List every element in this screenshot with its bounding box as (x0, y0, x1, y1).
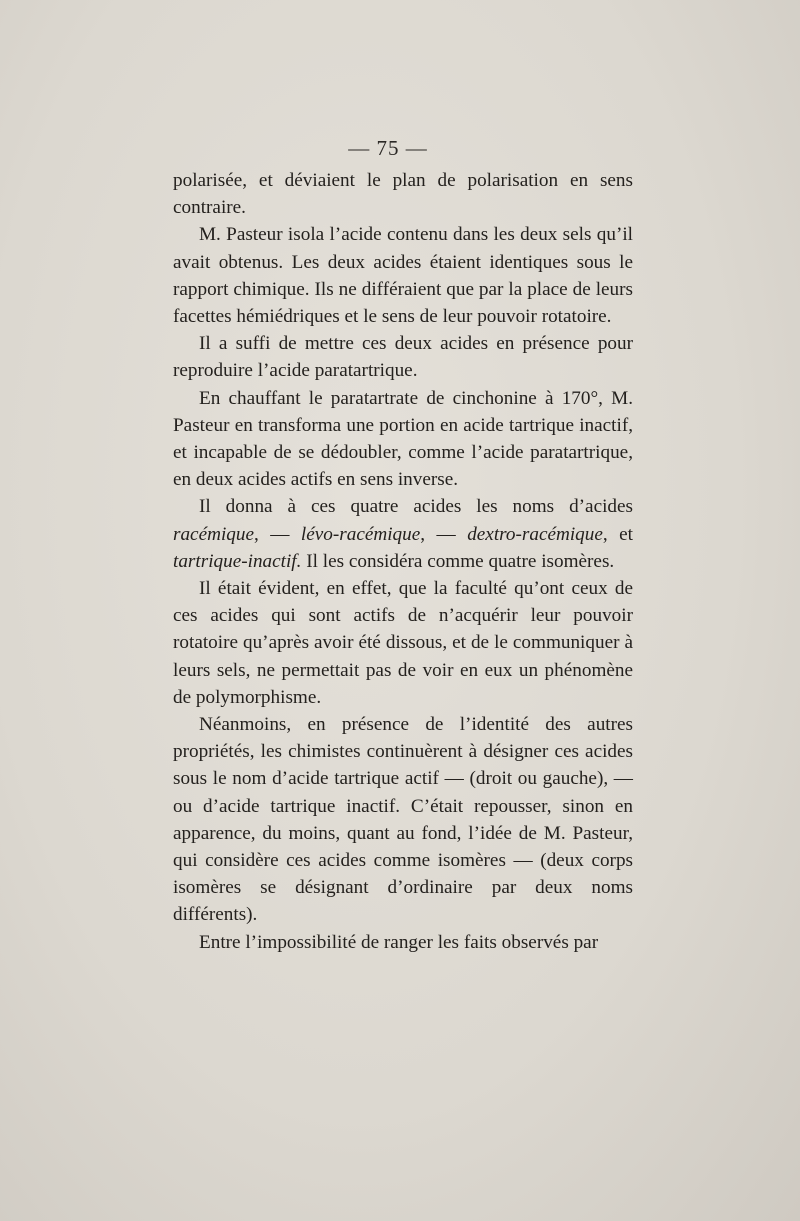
paragraph (173, 711, 633, 929)
paragraph (173, 221, 633, 330)
text-run: M. Pasteur isola l’acide contenu dans les deux sels qu’il avait obtenus. Les deux acides étaient identiques sous le rapport chimique. Ils ne différaient que par la place de leurs facettes hémiédriques et le sens de leur pouvoir rotatoire. (173, 224, 633, 328)
italic-text-run: dextro-racémique (467, 523, 603, 545)
text-run: Il donna à ces quatre acides les noms d’acides (199, 496, 633, 518)
paragraph (173, 929, 633, 956)
paragraph (173, 493, 633, 575)
text-run: Entre l’impossibilité de ranger les faits observés par (199, 931, 599, 953)
paragraph (173, 575, 633, 711)
paragraph (173, 167, 633, 221)
italic-text-run: lévo-racémique (300, 523, 421, 545)
text-run: Il a suffi de mettre ces deux acides en présence pour reproduire l’acide paratartrique. (173, 333, 633, 382)
text-run: En chauffant le paratartrate de cinchonine à 170°, M. Pasteur en transforma une portion en acide tartrique inactif, et incapable de se dédoubler, comme l’acide paratartrique, en deux acides actifs en sens inverse. (173, 387, 633, 491)
text-run: Néanmoins, en présence de l’identité des autres propriétés, les chimistes continuèrent à désigner ces acides sous le nom d’acide tartrique actif — (droit ou gauche), — ou d’acide tartrique inactif. C’était repousser, sinon en apparence, du moins, quant au fond, l’idée de M. Pasteur, qui considère ces acides comme isomères — (deux corps isomères se désignant d’ordinaire par deux noms différents). (173, 714, 633, 926)
body-text (173, 167, 633, 956)
text-run: Il était évident, en effet, que la faculté qu’ont ceux de ces acides qui sont actifs de n’acquérir leur pouvoir rotatoire qu’après avoir été dissous, et de le communiquer à leurs sels, ne permettait pas de voir en eux un phénomène de polymorphisme. (173, 578, 633, 708)
page-number: — 75 — (348, 136, 428, 160)
text-run: , — (254, 523, 301, 545)
italic-text-run: racémique (173, 523, 254, 545)
text-run: , et (602, 523, 633, 545)
italic-text-run: tartrique-inactif. (173, 550, 302, 572)
paragraph (173, 330, 633, 384)
paragraph (173, 385, 633, 494)
text-run: polarisée, et déviaient le plan de polarisation en sens contraire. (173, 170, 633, 219)
text-run: , — (420, 523, 468, 545)
text-run: Il les considéra comme quatre isomères. (301, 550, 615, 572)
